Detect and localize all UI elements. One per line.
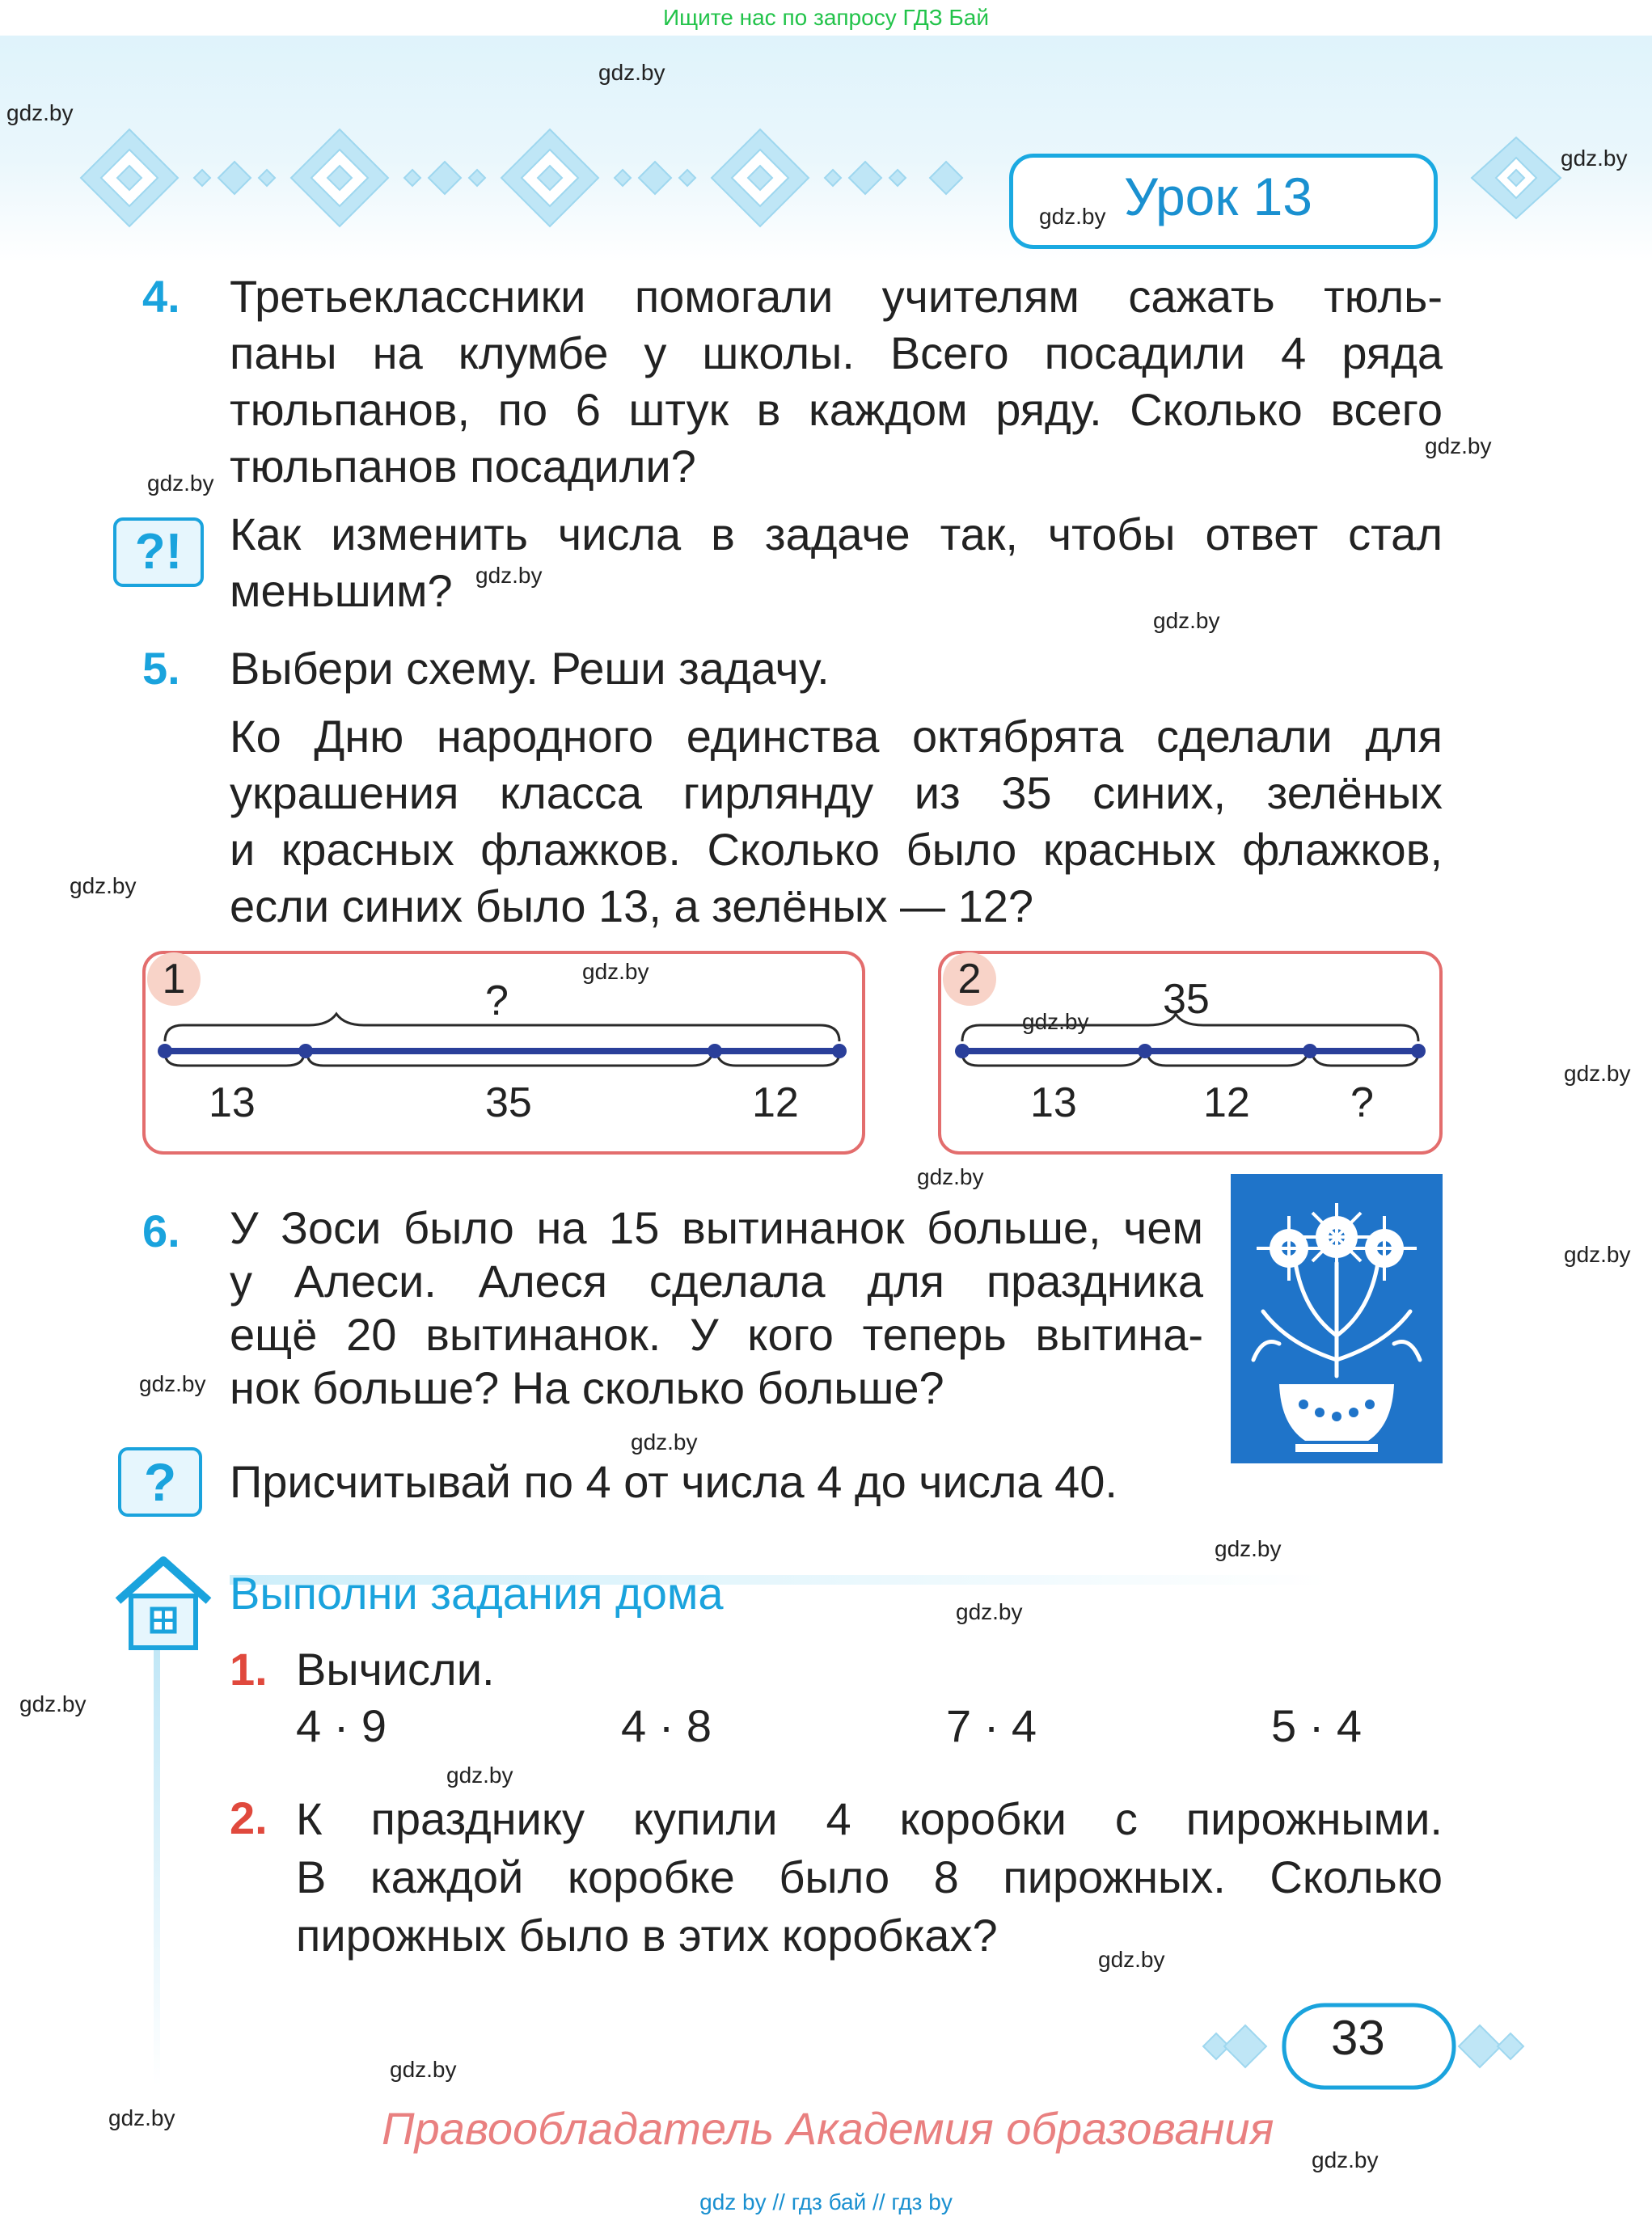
- watermark[interactable]: gdz.by: [446, 1763, 513, 1788]
- home-task2-text: [296, 1790, 1443, 1965]
- footer-links[interactable]: gdz by // гдз бай // гдз by: [699, 2189, 953, 2214]
- task6-line: нок больше? На сколько больше?: [230, 1362, 944, 1413]
- task5-line: Ко Дню народного единства октябрята сделали для: [230, 711, 1443, 762]
- task5-text: [230, 708, 1443, 935]
- watermark[interactable]: gdz.by: [147, 471, 214, 496]
- watermark[interactable]: gdz.by: [1022, 1009, 1089, 1034]
- home-task2-line: В каждой коробке было 8 пирожных. Сколько: [296, 1851, 1443, 1902]
- task5-number: 5.: [142, 643, 180, 694]
- expression: 4 · 8: [621, 1700, 712, 1751]
- task6-number: 6.: [142, 1205, 180, 1256]
- watermark[interactable]: gdz.by: [582, 959, 649, 984]
- task5-intro: Выбери схему. Реши задачу.: [230, 643, 830, 694]
- task5-line: украшения класса гирлянду из 35 синих, зелёных: [230, 767, 1443, 818]
- task4-line: тюльпанов посадили?: [230, 441, 696, 492]
- top-banner[interactable]: Ищите нас по запросу ГДЗ Бай: [662, 5, 990, 30]
- expression: 5 · 4: [1271, 1700, 1363, 1751]
- question-badge: ?!: [113, 517, 204, 587]
- home-side-line: [154, 1633, 160, 2086]
- watermark[interactable]: gdz.by: [917, 1164, 984, 1189]
- scheme-2-segment-label: 13: [1030, 1079, 1077, 1126]
- task6-text: [230, 1201, 1203, 1415]
- expression: 4 · 9: [296, 1700, 387, 1751]
- scheme-2-segment-label: ?: [1350, 1079, 1374, 1126]
- watermark[interactable]: gdz.by: [19, 1691, 87, 1716]
- home-task2-line: К празднику купили 4 коробки с пирожными.: [296, 1793, 1443, 1844]
- scheme-2-number: 2: [943, 952, 996, 1006]
- watermark[interactable]: gdz.by: [598, 60, 665, 85]
- scheme-2-segment-label: 12: [1203, 1079, 1250, 1126]
- home-task2-line: пирожных было в этих коробках?: [296, 1910, 998, 1961]
- lesson-title: Урок 13: [1124, 167, 1312, 226]
- task5-line: если синих было 13, а зелёных — 12?: [230, 880, 1034, 931]
- task6-line: у Алеси. Алеся сделала для праздника: [230, 1256, 1203, 1307]
- watermark[interactable]: gdz.by: [1425, 433, 1492, 458]
- task5-line: и красных флажков. Сколько было красных флажков,: [230, 824, 1443, 875]
- task4-line: Третьеклассники помогали учителям сажать тюль-: [230, 271, 1443, 322]
- scheme-2-top-label: 35: [1163, 976, 1210, 1023]
- watermark[interactable]: gdz.by: [1153, 608, 1220, 633]
- question1-line: меньшим?: [230, 565, 453, 616]
- watermark[interactable]: gdz.by: [390, 2057, 457, 2082]
- home-task2-number: 2.: [230, 1792, 268, 1843]
- home-title: Выполни задания дома: [230, 1568, 724, 1619]
- watermark[interactable]: gdz.by: [139, 1371, 206, 1396]
- question1-line: Как изменить числа в задаче так, чтобы ответ стал: [230, 509, 1443, 559]
- task4-line: тюльпанов, по 6 штук в каждом ряду. Сколько всего: [230, 384, 1443, 435]
- question-badge: ?: [118, 1447, 202, 1517]
- task4-line: паны на клумбе у школы. Всего посадили 4 ряда: [230, 327, 1443, 378]
- scheme-1-number: 1: [147, 952, 201, 1006]
- watermark[interactable]: gdz.by: [70, 873, 137, 898]
- page-number: 33: [1331, 2011, 1385, 2065]
- home-task1-number: 1.: [230, 1644, 268, 1695]
- watermark[interactable]: gdz.by: [1098, 1947, 1165, 1972]
- watermark[interactable]: gdz.by: [1215, 1536, 1282, 1561]
- home-task1-text: Вычисли.: [296, 1644, 495, 1695]
- watermark[interactable]: gdz.by: [1039, 204, 1106, 229]
- scheme-1-segment-label: 35: [485, 1079, 532, 1126]
- question1-text: [230, 506, 1443, 619]
- watermark[interactable]: gdz.by: [956, 1599, 1023, 1624]
- watermark[interactable]: gdz.by: [631, 1429, 698, 1454]
- watermark[interactable]: gdz.by: [6, 100, 74, 125]
- task4-number: 4.: [142, 271, 180, 322]
- watermark[interactable]: gdz.by: [475, 563, 543, 588]
- scheme-1-top-label: ?: [485, 977, 509, 1024]
- task4-text: [230, 268, 1443, 495]
- watermark[interactable]: gdz.by: [1564, 1061, 1631, 1086]
- ornament-left: [73, 121, 978, 234]
- question2-text: Присчитывай по 4 от числа 4 до числа 40.: [230, 1456, 1118, 1507]
- watermark[interactable]: gdz.by: [1561, 146, 1628, 171]
- vytinanka-picture: [1231, 1174, 1443, 1463]
- expression: 7 · 4: [946, 1700, 1037, 1751]
- copyright-text: Правообладатель Академия образования: [382, 2103, 1274, 2154]
- watermark[interactable]: gdz.by: [1312, 2147, 1379, 2172]
- house-icon: [110, 1551, 217, 1656]
- watermark[interactable]: gdz.by: [1564, 1242, 1631, 1267]
- scheme-1-segment-label: 12: [752, 1079, 799, 1126]
- ornament-right: [1468, 133, 1565, 222]
- watermark[interactable]: gdz.by: [108, 2105, 175, 2130]
- task6-line: У Зоси было на 15 вытинанок больше, чем: [230, 1202, 1203, 1253]
- scheme-1-segment-label: 13: [209, 1079, 256, 1126]
- task6-line: ещё 20 вытинанок. У кого теперь вытина-: [230, 1309, 1203, 1360]
